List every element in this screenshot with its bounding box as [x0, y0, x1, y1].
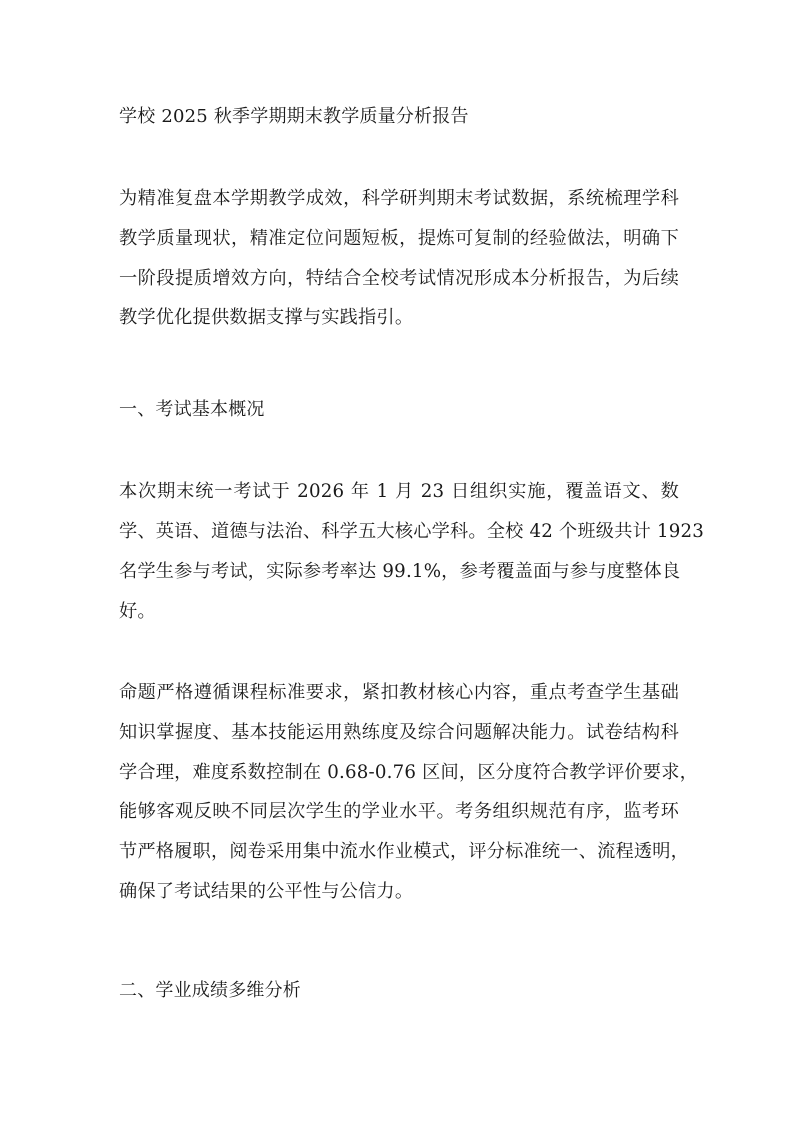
section-heading-2: 二、学业成绩多维分析 [119, 980, 301, 1001]
paragraph-line: 名学生参与考试，实际参考率达 99.1%，参考覆盖面与参与度整体良 [119, 561, 681, 582]
paragraph-line: 好。 [119, 601, 156, 622]
paragraph-line: 为精准复盘本学期教学成效，科学研判期末考试数据，系统梳理学科 [119, 188, 679, 209]
paragraph-line: 教学优化提供数据支撑与实践指引。 [119, 307, 414, 328]
paragraph-line: 知识掌握度、基本技能运用熟练度及综合问题解决能力。试卷结构科 [119, 722, 679, 743]
document-title: 学校 2025 秋季学期期末教学质量分析报告 [119, 106, 469, 127]
paragraph-line: 一阶段提质增效方向，特结合全校考试情况形成本分析报告，为后续 [119, 268, 679, 289]
paragraph-line: 命题严格遵循课程标准要求，紧扣教材核心内容，重点考查学生基础 [119, 682, 679, 703]
section-heading-1: 一、考试基本概况 [119, 399, 265, 420]
paragraph-line: 学、英语、道德与法治、科学五大核心学科。全校 42 个班级共计 1923 [119, 521, 705, 542]
paragraph-line: 教学质量现状，精准定位问题短板，提炼可复制的经验做法，明确下 [119, 228, 679, 249]
paragraph-line: 确保了考试结果的公平性与公信力。 [119, 881, 414, 902]
paragraph-line: 学合理，难度系数控制在 0.68-0.76 区间，区分度符合教学评价要求， [119, 762, 698, 783]
paragraph-line: 节严格履职，阅卷采用集中流水作业模式，评分标准统一、流程透明， [119, 841, 690, 862]
paragraph-line: 本次期末统一考试于 2026 年 1 月 23 日组织实施，覆盖语文、数 [119, 481, 679, 502]
paragraph-line: 能够客观反映不同层次学生的学业水平。考务组织规范有序，监考环 [119, 801, 679, 822]
